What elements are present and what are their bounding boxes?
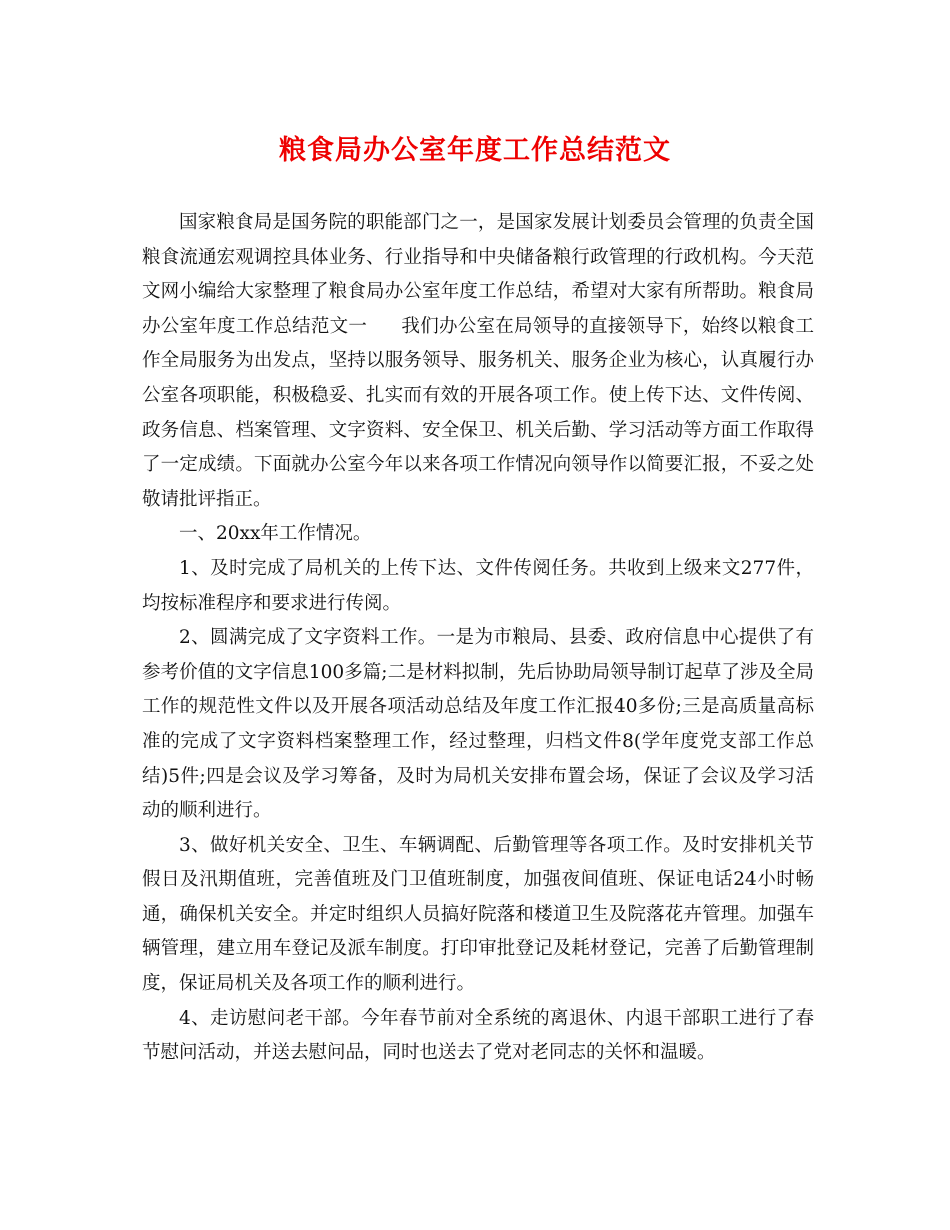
document-title: 粮食局办公室年度工作总结范文 bbox=[279, 135, 671, 166]
opening-text: 我们办公室在局领导的直接领导下，始终以粮食工作全局服务为出发点，坚持以服务领导、服务机关、服务企业为核心，认真履行办公室各项职能，积极稳妥、扎实而有效的开展各项工作。使上传下达、文件传阅、政务信息、档案管理、文字资料、安全保卫、机关后勤、学习活动等方面工作取得了一定成绩。下面就办公室今年以来各项工作情况向领导作以简要汇报，不妥之处敬请批评指正。 bbox=[142, 315, 814, 510]
work-item-2: 2、圆满完成了文字资料工作。一是为市粮局、县委、政府信息中心提供了有参考价值的文字信息100多篇;二是材料拟制，先后协助局领导制订起草了涉及全局工作的规范性文件以及开展各项活动总结及年度工作汇报40多份;三是高质量高标准的完成了文字资料档案整理工作，经过整理，归档文件8(学年度党支部工作总结)5件;四是会议及学习筹备，及时为局机关安排布置会场，保证了会议及学习活动的顺利进行。 bbox=[142, 627, 814, 822]
intro-paragraph bbox=[142, 206, 814, 517]
intro-text: 国家粮食局是国务院的职能部门之一，是国家发展计划委员会管理的负责全国粮食流通宏观调控具体业务、行业指导和中央储备粮行政管理的行政机构。今天范文网小编给大家整理了粮食局办公室年度工作总结，希望对大家有所帮助。 bbox=[142, 212, 814, 303]
section-label: 粮食局办公室年度工作总结范文一 bbox=[142, 281, 814, 337]
work-item-3: 3、做好机关安全、卫生、车辆调配、后勤管理等各项工作。及时安排机关节假日及汛期值班，完善值班及门卫值班制度，加强夜间值班、保证电话24小时畅通，确保机关安全。并定时组织人员搞好院落和楼道卫生及院落花卉管理。加强车辆管理，建立用车登记及派车制度。打印审批登记及耗材登记，完善了后勤管理制度，保证局机关及各项工作的顺利进行。 bbox=[142, 834, 814, 995]
work-item-4: 4、走访慰问老干部。今年春节前对全系统的离退休、内退干部职工进行了春节慰问活动，并送去慰问品，同时也送去了党对老同志的关怀和温暖。 bbox=[142, 1007, 814, 1064]
section-heading: 一、20xx年工作情况。 bbox=[179, 523, 372, 545]
work-item-1: 1、及时完成了局机关的上传下达、文件传阅任务。共收到上级来文277件，均按标准程序和要求进行传阅。 bbox=[142, 557, 814, 614]
document-body bbox=[142, 206, 814, 1071]
